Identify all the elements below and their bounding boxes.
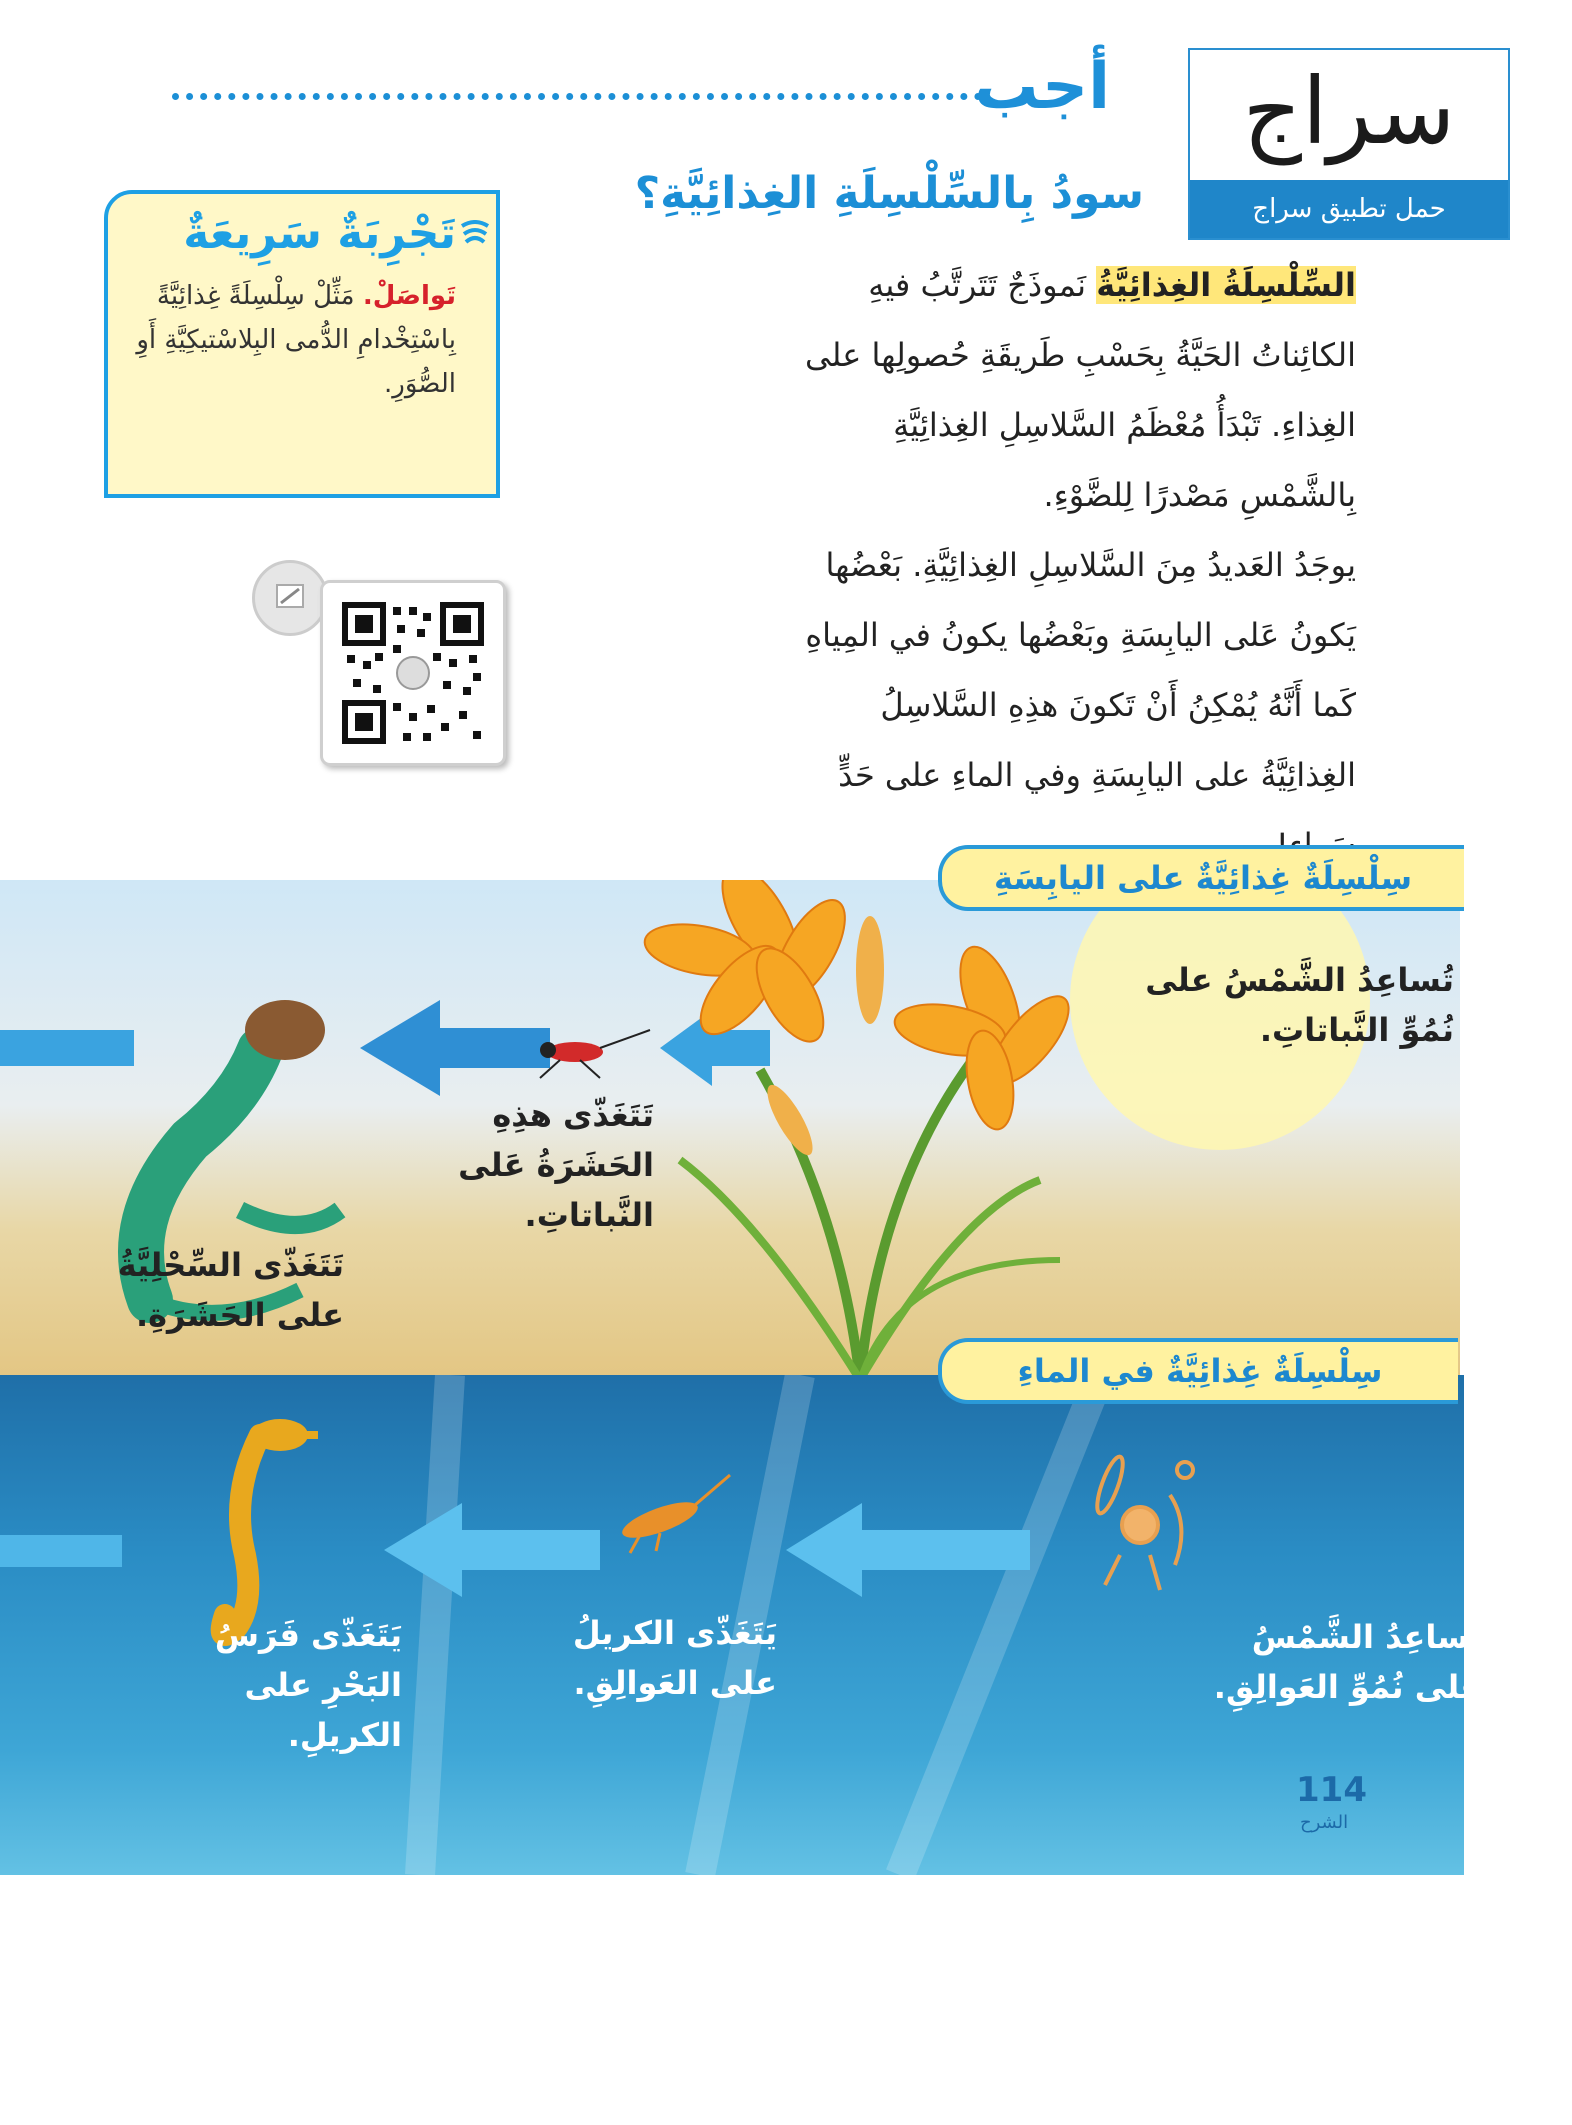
paragraph-definition xyxy=(796,250,1356,530)
water-chain-banner: سِلْسِلَةٌ غِذائِيَّةٌ في الماءِ xyxy=(938,1338,1458,1404)
flask-wave-icon xyxy=(458,220,492,250)
land-insect-caption: تَتَغَذّى هذِهِ الحَشَرَةُ عَلى النَّباتاتِ. xyxy=(458,1096,654,1234)
arrow-left-icon xyxy=(0,1030,134,1066)
arrow-left-icon xyxy=(786,1503,1030,1597)
arrow-left-icon xyxy=(384,1503,600,1597)
arrow-left-icon xyxy=(0,1535,122,1567)
krill-icon xyxy=(618,1475,730,1553)
siraj-app-badge[interactable] xyxy=(1188,48,1510,240)
insect-icon xyxy=(540,1030,650,1078)
pencil-badge-icon xyxy=(252,560,328,636)
plankton-icon xyxy=(1092,1454,1193,1590)
lily-plant-icon xyxy=(641,880,1082,1380)
land-sun-caption: تُساعِدُ الشَّمْسُ على نُمُوِّ النَّباتاتِ. xyxy=(1145,961,1454,1049)
seahorse-icon xyxy=(222,1419,318,1635)
water-sun-caption: تُساعِدُ الشَّمْسُ على نُمُوِّ العَوالِقِ. xyxy=(1213,1618,1482,1706)
land-chain-banner: سِلْسِلَةٌ غِذائِيَّةٌ على اليابِسَةِ xyxy=(938,845,1464,911)
page-question: سودُ بِالسِّلْسِلَةِ الغِذائِيَّةِ؟ xyxy=(634,168,1144,219)
water-krill-caption: يَتَغَذّى الكريلُ على العَوالِقِ. xyxy=(572,1614,777,1702)
quick-try-title: تَجْرِبَةٌ سَرِيعَةٌ xyxy=(183,208,456,259)
land-lizard-caption: تَتَغَذّى السِّحْلِيَّةُ على الحَشَرَةِ. xyxy=(117,1246,344,1334)
siraj-download-bar: حمل تطبيق سراج xyxy=(1190,180,1508,238)
arrow-left-icon xyxy=(360,1000,550,1096)
highlighted-term: السِّلْسِلَةُ الغِذائِيَّةُ xyxy=(1096,266,1356,304)
page-number: 114 xyxy=(1296,1770,1367,1810)
dotted-divider xyxy=(172,93,982,100)
section-heading: أجب xyxy=(974,50,1110,124)
water-seahorse-caption: يَتَغَذّى فَرَسُ البَحْرِ على الكريلِ. xyxy=(214,1616,402,1754)
qr-code[interactable] xyxy=(320,580,506,766)
quick-try-keyword: تَواصَلْ. xyxy=(362,281,456,311)
quick-try-box xyxy=(104,190,500,498)
quick-try-body: مَثِّلْ سِلْسِلَةً غِذائِيَّةً بِاسْتِخْدامِ الدُّمى البِلاسْتيكِيَّةِ أَوِ الصُّوَرِ. xyxy=(136,281,456,399)
definition-text: نَموذَجٌ تَتَرتَّبُ فيهِ الكائِناتُ الحَيَّةُ بِحَسْبِ طَريقَةِ حُصولِها على الغِذاءِ. تَبْدَأُ مُعْظَمُ السَّلاسِلِ الغِذائِيَّةِ بِالشَّمْسِ مَصْدرًا لِلضَّوْءِ. xyxy=(804,266,1356,514)
quick-try-text xyxy=(122,274,456,406)
page-section-label: الشرح xyxy=(1300,1812,1349,1833)
siraj-logo-text: سراج xyxy=(1242,58,1456,165)
paragraph-types: يوجَدُ العَديدُ مِنَ السَّلاسِلِ الغِذائِيَّةِ. بَعْضُها يَكونُ عَلى اليابِسَةِ وبَعْضُها يكونُ في المِياهِ كَما أَنَّهُ يُمْكِنُ أَنْ تَكونَ هذِهِ السَّلاسِلُ الغِذائِيَّةُ على اليابِسَةِ وفي الماءِ على حَدٍّ xyxy=(805,546,1356,794)
